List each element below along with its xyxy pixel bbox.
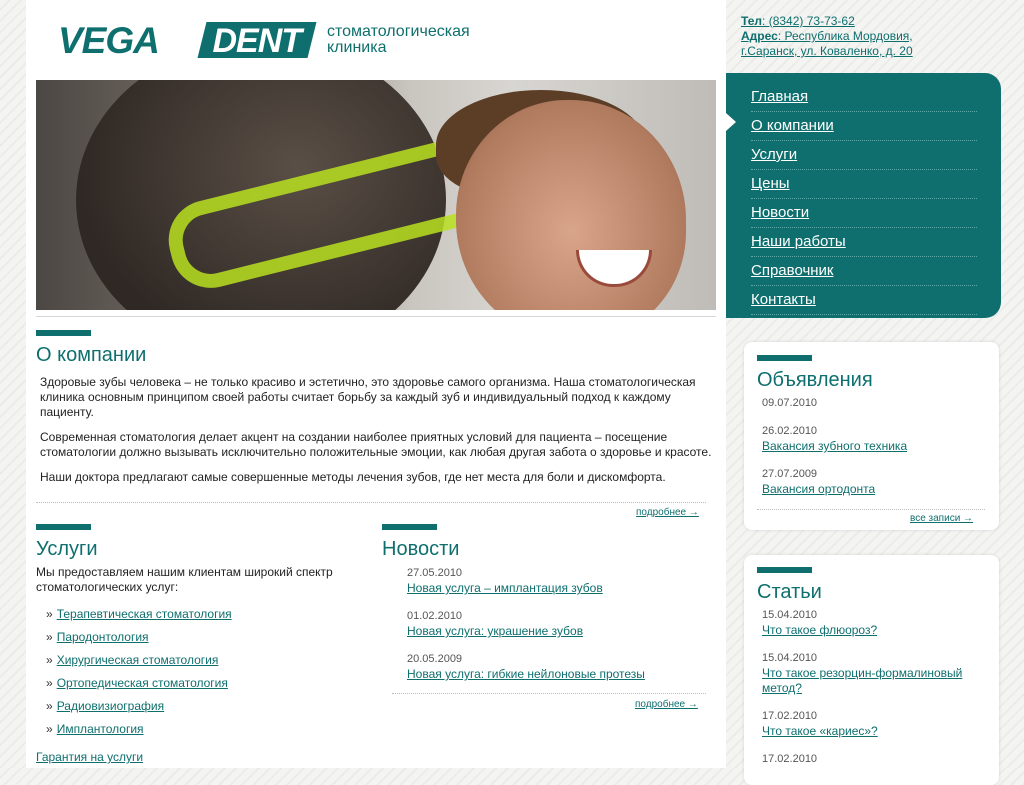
news-date: 20.05.2009 [407,653,463,665]
services-list-item [46,606,232,629]
address-text-1: : Республика Мордовия, [777,29,913,43]
articles-title: Статьи [757,581,822,603]
article-item [762,651,977,696]
news-link[interactable]: Новая услуга: украшение зубов [407,624,584,638]
news-link[interactable]: Новая услуга – имплантация зубов [407,581,603,595]
announcement-link[interactable]: Вакансия зубного техника [762,439,908,453]
article-date: 17.02.2010 [762,710,818,722]
menu-link-reference[interactable]: Справочник [751,262,834,279]
bullet-arrow-icon: » [46,699,53,713]
phone-line [741,14,913,29]
logo-subtitle-line-1: стоматологическая [327,23,470,40]
services-title: Услуги [36,538,98,560]
menu-item-prices[interactable] [751,170,977,199]
announcements-all-link[interactable]: все записи → [910,513,974,524]
hero-divider [36,316,716,317]
news-item [407,652,645,682]
service-link-surgical[interactable]: Хирургическая стоматология [56,653,219,667]
menu-link-prices[interactable]: Цены [751,175,790,192]
address-label: Адрес [741,29,778,43]
logo-subtitle-line-2: клиника [327,39,387,56]
news-item [407,566,603,596]
menu-link-works[interactable]: Наши работы [751,233,846,250]
news-link[interactable]: Новая услуга: гибкие нейлоновые протезы [407,667,645,681]
menu-item-home[interactable] [751,83,977,112]
services-list-item [46,629,232,652]
menu-item-contacts[interactable] [751,286,977,315]
article-item [762,608,877,638]
announcement-date: 27.07.2009 [762,468,818,480]
main-menu [726,73,1001,318]
about-title-bar [36,330,91,336]
article-link[interactable]: Что такое «кариес»? [762,724,878,738]
about-divider [36,502,706,503]
about-text [40,375,715,495]
news-item [407,609,583,639]
services-list-item [46,652,232,675]
menu-item-reference[interactable] [751,257,977,286]
bullet-arrow-icon: » [46,653,53,667]
services-intro: Мы предоставляем нашим клиентам широкий спектр стоматологических услуг: [36,565,333,594]
menu-link-contacts[interactable]: Контакты [751,291,816,308]
about-title: О компании [36,344,147,366]
menu-link-services[interactable]: Услуги [751,146,798,163]
announcements-title-bar [757,355,812,361]
menu-item-about[interactable] [751,112,977,141]
about-paragraph-1: Здоровые зубы человека – не только красиво и эстетично, это здоровье самого организма. Наша стоматологическая клиника основным принципом своей работы считает борьбу за каждый зуб и индивидуальный подход к каждому пациенту. [40,375,696,419]
bullet-arrow-icon: » [46,630,53,644]
bullet-arrow-icon: » [46,607,53,621]
news-title: Новости [382,538,460,560]
article-date: 15.04.2010 [762,609,818,621]
service-link-therapeutic[interactable]: Терапевтическая стоматология [56,607,232,621]
announcement-link[interactable]: Вакансия ортодонта [762,482,876,496]
announcement-item [762,467,875,497]
announcement-item [762,396,817,411]
logo-dent-text: DENT [212,22,302,60]
article-link[interactable]: Что такое резорцин-формалиновый метод? [762,666,963,695]
announcements-title: Объявления [757,369,873,391]
address-line [741,29,913,44]
menu-link-home[interactable]: Главная [751,88,809,105]
article-date: 15.04.2010 [762,652,818,664]
services-title-bar [36,524,91,530]
services-list-item [46,675,232,698]
hero-photo [36,80,716,310]
menu-item-works[interactable] [751,228,977,257]
phone-label: Тел [741,14,763,28]
news-date: 01.02.2010 [407,610,463,622]
article-link[interactable]: Что такое флюороз? [762,623,878,637]
menu-item-news[interactable] [751,199,977,228]
contact-info [741,14,913,59]
announcement-date: 26.02.2010 [762,425,818,437]
announcements-divider [757,509,985,510]
articles-title-bar [757,567,812,573]
patient-face [456,100,686,310]
active-menu-pointer [726,113,736,131]
announcement-item [762,424,907,454]
news-date: 27.05.2010 [407,567,463,579]
phone-number[interactable]: : (8342) 73-73-62 [762,14,855,28]
article-item [762,752,817,767]
logo-vega-text: VEGA [58,20,159,61]
announcement-date: 09.07.2010 [762,397,818,409]
news-divider [392,693,706,694]
article-date: 17.02.2010 [762,753,818,765]
address-line-2: г.Саранск, ул. Коваленко, д. 20 [741,44,913,58]
service-link-implantology[interactable]: Имплантология [56,722,144,736]
news-title-bar [382,524,437,530]
about-paragraph-2: Современная стоматология делает акцент на создании наиболее приятных условий для пациента – посещение стоматологии должно вызывать исключительно положительные эмоции, как любая другая забота о здоровье и красоте. [40,430,712,459]
logo-dent-block [198,22,317,58]
guarantee-link[interactable]: Гарантия на услуги [36,750,144,764]
logo-subtitle [327,24,470,56]
bullet-arrow-icon: » [46,722,53,736]
about-paragraph-3: Наши доктора предлагают самые совершенные методы лечения зубов, где нет места для боли и дискомфорта. [40,470,666,484]
menu-item-services[interactable] [751,141,977,170]
service-link-orthopedic[interactable]: Ортопедическая стоматология [56,676,228,690]
services-list-item [46,698,232,721]
news-more-link[interactable]: подробнее → [635,699,698,710]
services-list [46,606,232,744]
menu-link-about[interactable]: О компании [751,117,834,134]
article-item [762,709,878,739]
about-more-link[interactable]: подробнее → [636,507,699,518]
menu-link-news[interactable]: Новости [751,204,810,221]
service-link-radiovisiography[interactable]: Радиовизиография [56,699,165,713]
bullet-arrow-icon: » [46,676,53,690]
service-link-periodontology[interactable]: Пародонтология [56,630,149,644]
services-list-item [46,721,232,744]
